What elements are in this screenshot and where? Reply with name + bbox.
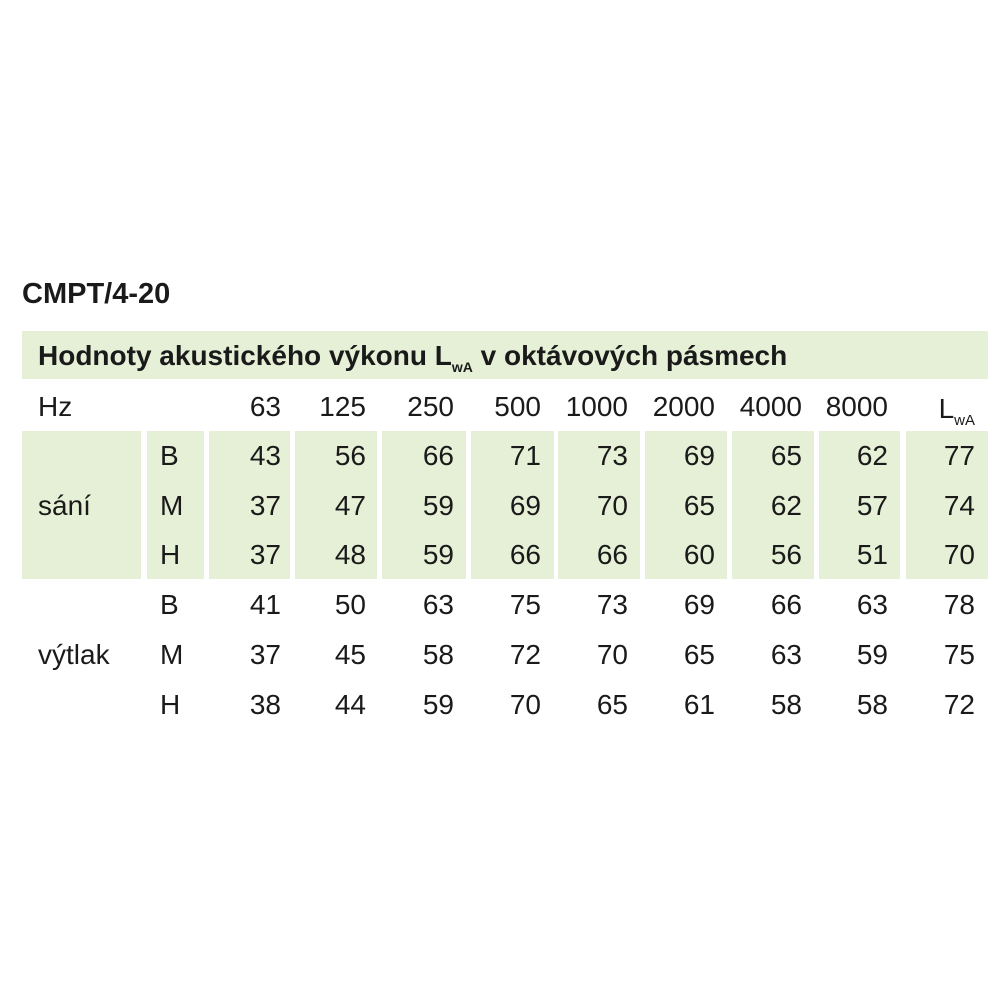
table-cell: 69	[683, 440, 715, 471]
table-header-band	[22, 331, 988, 379]
mode-label: H	[160, 689, 181, 720]
table-cell: 69	[683, 589, 715, 620]
mode-label: M	[160, 490, 184, 521]
table-header-title	[38, 339, 787, 384]
header-suffix: v oktávových pásmech	[472, 340, 788, 371]
table-cell: 70	[509, 689, 541, 720]
table-cell: 58	[770, 689, 802, 720]
table-cell: 56	[334, 440, 366, 471]
mode-label: B	[160, 440, 179, 471]
table-cell: 73	[596, 440, 628, 471]
table-cell: 44	[334, 689, 366, 720]
table-cell: 48	[334, 539, 366, 570]
table-cell: 45	[334, 639, 366, 670]
product-title: CMPT/4-20	[22, 278, 171, 310]
frequency-header: 125	[319, 391, 366, 422]
table-cell: 37	[249, 539, 281, 570]
table-cell: 59	[422, 689, 454, 720]
frequency-header: 1000	[565, 391, 628, 422]
table-cell: 65	[683, 490, 715, 521]
table-cell: 71	[509, 440, 541, 471]
table-cell: 58	[422, 639, 454, 670]
table-cell: 63	[770, 639, 802, 670]
table-cell: 59	[422, 539, 454, 570]
table-cell: 57	[856, 490, 888, 521]
mode-label: H	[160, 539, 181, 570]
table-cell: 66	[596, 539, 628, 570]
table-cell: 60	[683, 539, 715, 570]
group-label: výtlak	[38, 639, 110, 670]
table-cell: 72	[509, 639, 541, 670]
header-subscript: wA	[451, 359, 473, 375]
table-cell: 66	[509, 539, 541, 570]
frequency-header: 500	[494, 391, 541, 422]
total-header-sub: wA	[954, 412, 975, 429]
table-cell: 59	[856, 639, 888, 670]
total-cell: 74	[943, 490, 975, 521]
table-cell: 37	[249, 639, 281, 670]
table-cell: 59	[422, 490, 454, 521]
table-cell: 65	[683, 639, 715, 670]
table-cell: 70	[596, 490, 628, 521]
hz-label: Hz	[38, 391, 73, 422]
table-cell: 73	[596, 589, 628, 620]
frequency-header: 250	[407, 391, 454, 422]
table-cell: 70	[596, 639, 628, 670]
total-cell: 77	[943, 440, 975, 471]
table-cell: 66	[770, 589, 802, 620]
table-cell: 62	[770, 490, 802, 521]
frequency-header: 8000	[825, 391, 888, 422]
table-cell: 63	[856, 589, 888, 620]
frequency-header: 2000	[652, 391, 715, 422]
total-cell: 78	[943, 589, 975, 620]
table-cell: 47	[334, 490, 366, 521]
table-cell: 63	[422, 589, 454, 620]
table-cell: 69	[509, 490, 541, 521]
frequency-header: 4000	[739, 391, 802, 422]
table-cell: 62	[856, 440, 888, 471]
table-cell: 51	[856, 539, 888, 570]
table-cell: 58	[856, 689, 888, 720]
table-cell: 66	[422, 440, 454, 471]
table-cell: 75	[509, 589, 541, 620]
total-header-main: L	[938, 393, 955, 424]
table-cell: 65	[770, 440, 802, 471]
table-cell: 43	[249, 440, 281, 471]
table-cell: 65	[596, 689, 628, 720]
frequency-header: 63	[249, 391, 281, 422]
mode-label: B	[160, 589, 179, 620]
group-label: sání	[38, 490, 91, 521]
mode-label: M	[160, 639, 184, 670]
table-cell: 50	[334, 589, 366, 620]
total-header	[939, 392, 975, 438]
header-prefix: Hodnoty akustického výkonu L	[38, 340, 452, 371]
table-cell: 37	[249, 490, 281, 521]
table-cell: 38	[249, 689, 281, 720]
total-cell: 75	[943, 639, 975, 670]
total-cell: 70	[943, 539, 975, 570]
total-cell: 72	[943, 689, 975, 720]
table-cell: 41	[249, 589, 281, 620]
table-cell: 56	[770, 539, 802, 570]
table-cell: 61	[683, 689, 715, 720]
